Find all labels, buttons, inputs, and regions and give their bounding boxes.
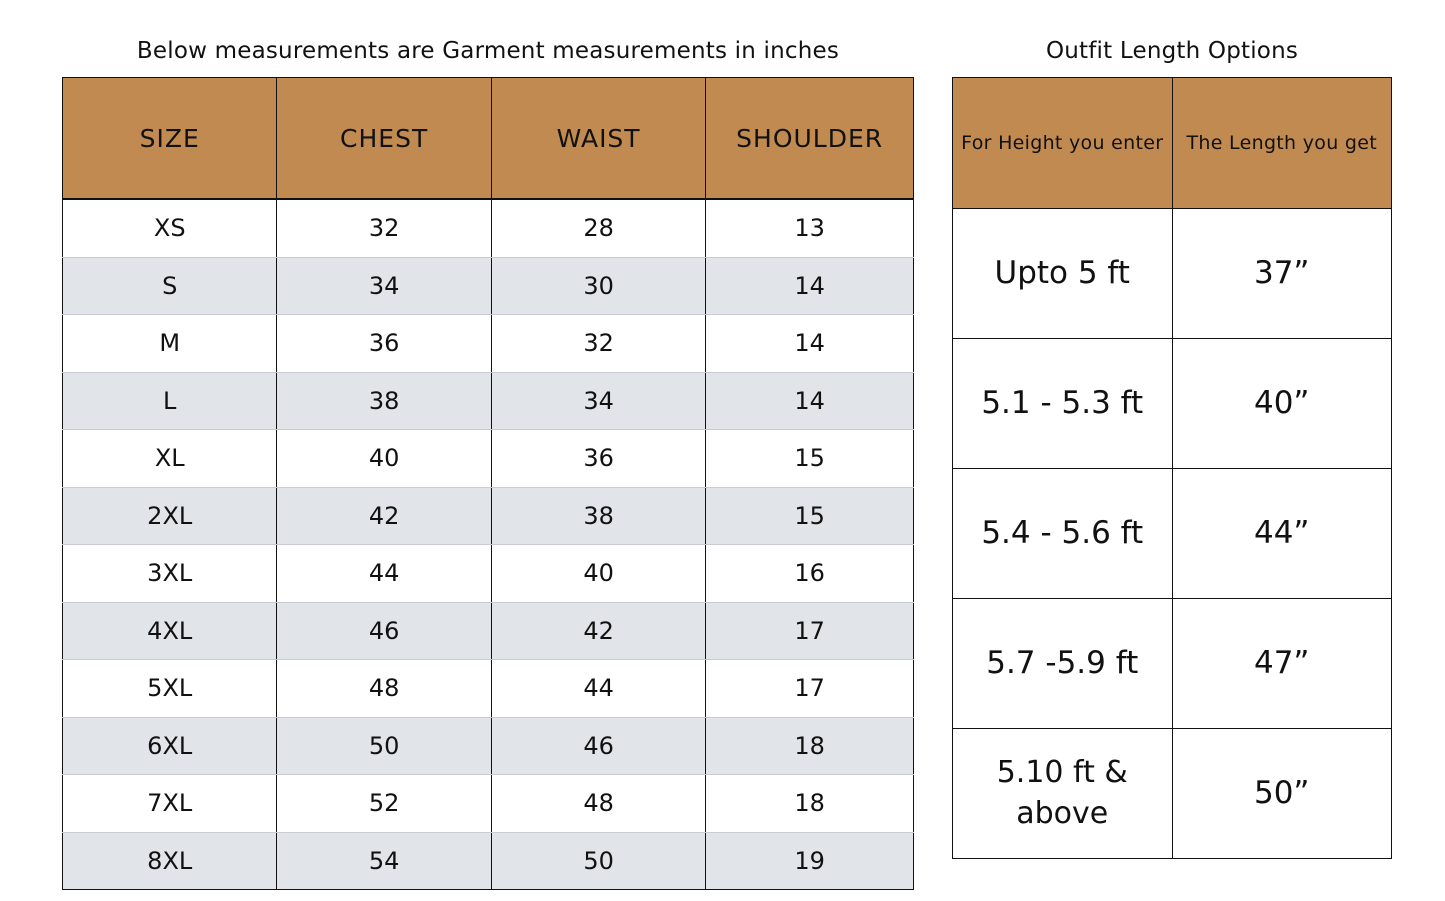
table-row [953,209,1392,339]
cell-height: 5.4 - 5.6 ft [953,469,1173,599]
column-header-length: The Length you get [1172,78,1392,209]
cell-length: 37” [1172,209,1392,339]
cell-size: 2XL [63,487,277,545]
cell-waist: 44 [491,660,705,718]
table-header-row [953,78,1392,209]
cell-size: L [63,372,277,430]
cell-size: S [63,257,277,315]
size-table-header [63,78,914,200]
cell-size: 4XL [63,602,277,660]
table-row [953,599,1392,729]
cell-waist: 30 [491,257,705,315]
table-row [953,339,1392,469]
cell-chest: 54 [277,832,491,890]
cell-shoulder: 15 [706,487,914,545]
cell-chest: 44 [277,545,491,603]
cell-length: 44” [1172,469,1392,599]
outfit-length-table [952,77,1392,859]
column-header-height: For Height you enter [953,78,1173,209]
cell-shoulder: 15 [706,430,914,488]
table-row [63,257,914,315]
cell-shoulder: 18 [706,775,914,833]
cell-chest: 52 [277,775,491,833]
cell-size: 8XL [63,832,277,890]
cell-size: 3XL [63,545,277,603]
cell-chest: 36 [277,315,491,373]
table-row [63,430,914,488]
table-row [63,602,914,660]
table-row [63,775,914,833]
cell-height: 5.1 - 5.3 ft [953,339,1173,469]
cell-waist: 28 [491,199,705,257]
cell-height: 5.7 -5.9 ft [953,599,1173,729]
column-header-waist: WAIST [491,78,705,200]
outfit-length-section [952,38,1392,859]
length-table-body [953,209,1392,859]
cell-size: M [63,315,277,373]
garment-measurements-table [62,77,914,890]
table-row [63,660,914,718]
cell-size: XS [63,199,277,257]
cell-shoulder: 19 [706,832,914,890]
cell-waist: 32 [491,315,705,373]
column-header-size: SIZE [63,78,277,200]
cell-height: Upto 5 ft [953,209,1173,339]
outfit-length-caption: Outfit Length Options [1045,38,1299,64]
cell-size: 5XL [63,660,277,718]
cell-size: XL [63,430,277,488]
cell-shoulder: 14 [706,315,914,373]
length-table-header [953,78,1392,209]
table-row [953,729,1392,859]
cell-chest: 34 [277,257,491,315]
cell-chest: 40 [277,430,491,488]
size-table-body [63,199,914,890]
table-row [63,717,914,775]
cell-shoulder: 13 [706,199,914,257]
cell-shoulder: 17 [706,602,914,660]
table-row [63,315,914,373]
cell-waist: 38 [491,487,705,545]
table-row [63,487,914,545]
cell-waist: 46 [491,717,705,775]
cell-chest: 32 [277,199,491,257]
cell-waist: 48 [491,775,705,833]
cell-size: 7XL [63,775,277,833]
table-row [953,469,1392,599]
cell-shoulder: 18 [706,717,914,775]
table-row [63,199,914,257]
garment-measurements-caption: Below measurements are Garment measurements in inches [136,38,840,64]
cell-shoulder: 14 [706,372,914,430]
column-header-chest: CHEST [277,78,491,200]
cell-chest: 50 [277,717,491,775]
cell-waist: 40 [491,545,705,603]
table-row [63,372,914,430]
cell-shoulder: 17 [706,660,914,718]
cell-chest: 48 [277,660,491,718]
cell-chest: 46 [277,602,491,660]
cell-shoulder: 14 [706,257,914,315]
table-row [63,545,914,603]
cell-length: 50” [1172,729,1392,859]
cell-size: 6XL [63,717,277,775]
cell-length: 47” [1172,599,1392,729]
cell-chest: 38 [277,372,491,430]
cell-length: 40” [1172,339,1392,469]
cell-shoulder: 16 [706,545,914,603]
cell-waist: 34 [491,372,705,430]
table-row [63,832,914,890]
table-header-row [63,78,914,200]
cell-height: 5.10 ft & above [953,729,1173,859]
garment-measurements-section [62,38,914,890]
cell-waist: 36 [491,430,705,488]
cell-waist: 50 [491,832,705,890]
cell-waist: 42 [491,602,705,660]
cell-chest: 42 [277,487,491,545]
column-header-shoulder: SHOULDER [706,78,914,200]
